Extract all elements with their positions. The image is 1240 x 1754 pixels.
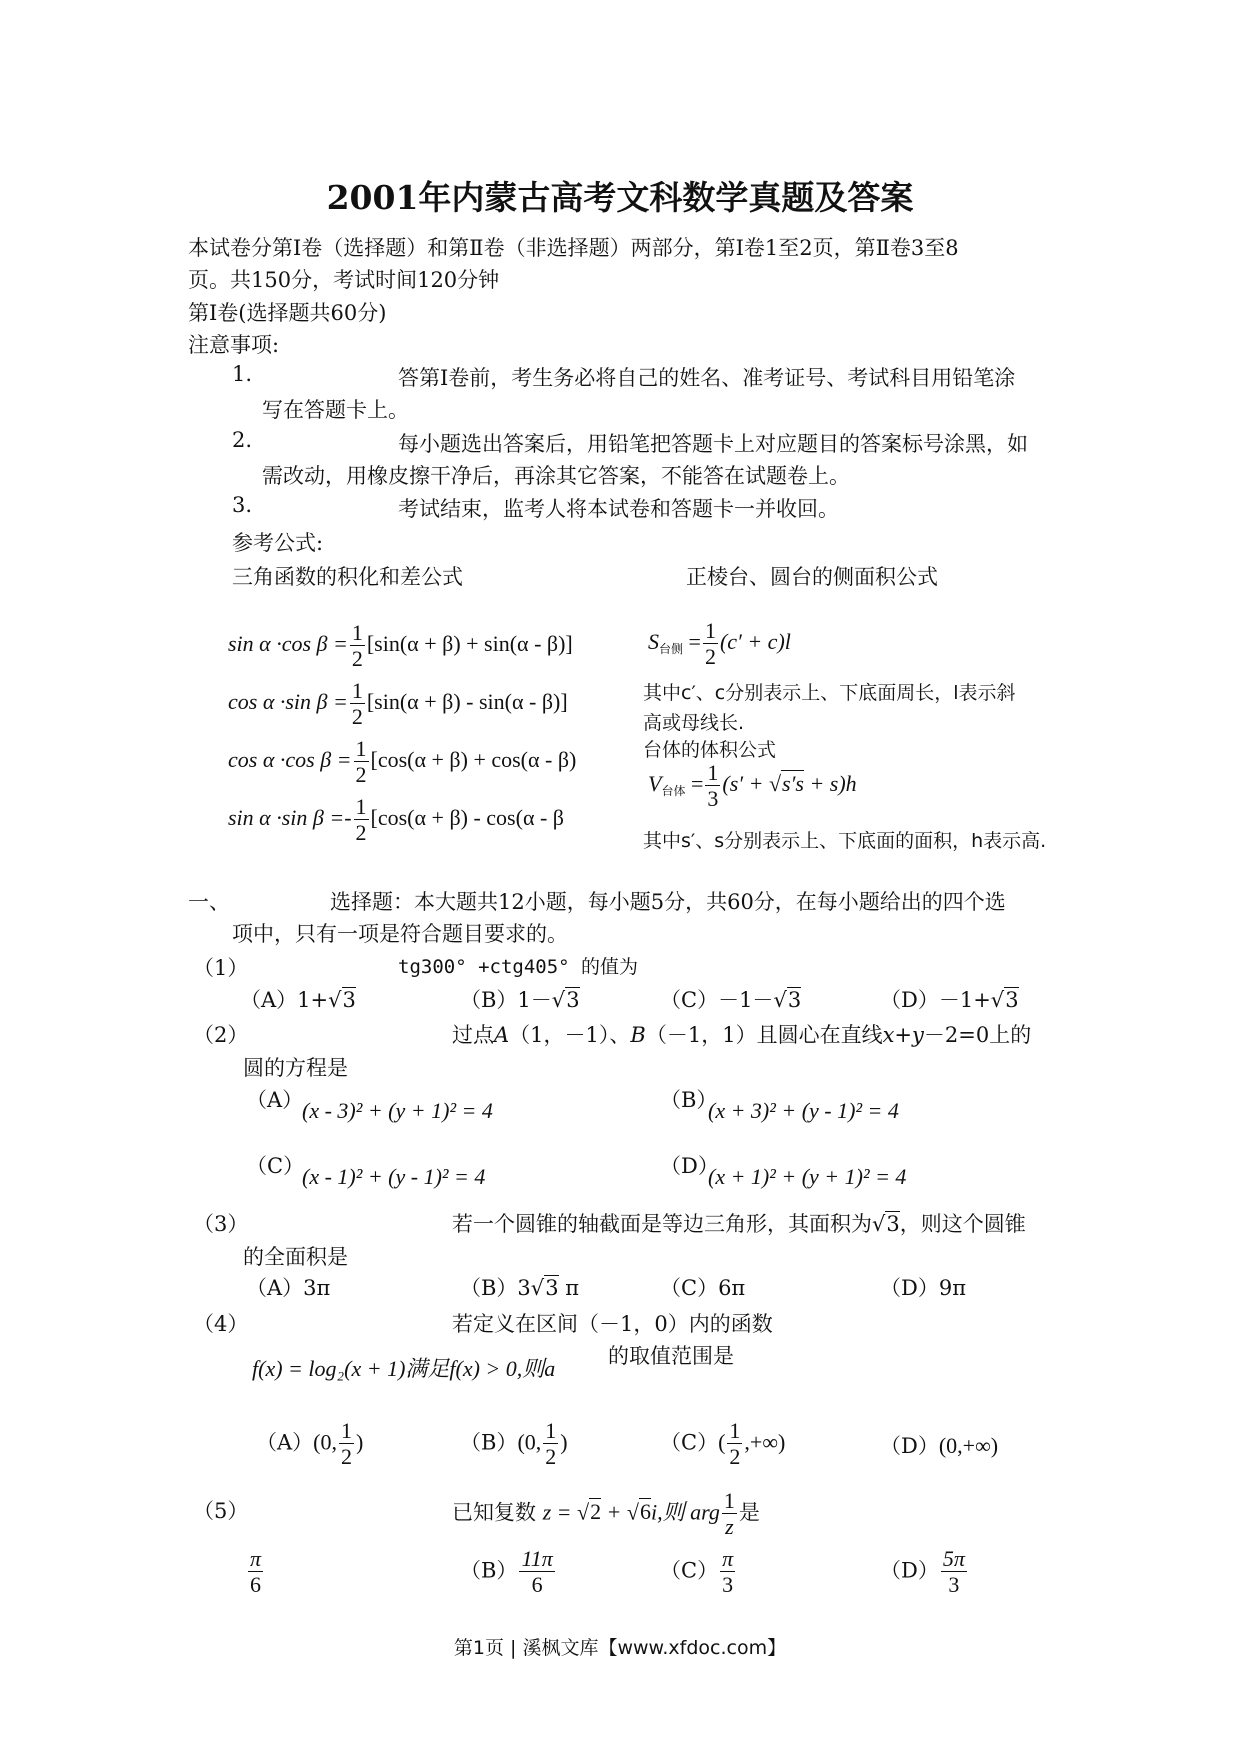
- q2-option-a: (x - 3)² + (y + 1)² = 4: [302, 1098, 493, 1123]
- q4-option-a: （A）(0, $\frac{1}{2}$ ): [256, 1418, 364, 1470]
- q4-expression: f(x) = log₂(x + 1)满足f(x) > 0,则a: [252, 1356, 556, 1381]
- trig-formula-2: cos α ·sin β = $\frac{1}{2}$ [sin(α + β) - sin(α - β)]: [228, 678, 568, 730]
- note-2-text-cont: 需改动，用橡皮擦干净后，再涂其它答案，不能答在试题卷上。: [262, 464, 850, 488]
- q4-option-d: （D）(0,+∞): [880, 1433, 999, 1458]
- note-2-number: 2.: [232, 428, 253, 452]
- frustum-area-formula: $S_{台侧}$ = $\frac{1}{2}$ (c′ + c)l: [648, 618, 791, 670]
- note-3-number: 3.: [232, 493, 253, 517]
- q1-number: （1）: [193, 956, 249, 980]
- q2-number: （2）: [193, 1023, 249, 1047]
- q4-option-b: （B）(0, $\frac{1}{2}$ ): [460, 1418, 568, 1470]
- trig-formula-4: sin α ·sin β =- $\frac{1}{2}$ [cos(α + β) - cos(α - β: [228, 794, 564, 846]
- volume-desc: 其中s′、s分别表示上、下底面的面积，h表示高.: [643, 830, 1047, 852]
- frustum-formula-heading: 正棱台、圆台的侧面积公式: [686, 565, 938, 589]
- frustum-area-desc-2: 高或母线长.: [643, 712, 745, 734]
- q2-option-c: (x - 1)² + (y - 1)² = 4: [302, 1164, 486, 1189]
- q2-option-c-label: （C）: [246, 1154, 305, 1178]
- q4-stem-cont: 的取值范围是: [608, 1344, 734, 1368]
- section-1-label: 一、: [188, 890, 230, 914]
- q5-option-a: $\frac{\pi}{6}$: [250, 1546, 262, 1598]
- intro-line-1: 本试卷分第Ⅰ卷（选择题）和第Ⅱ卷（非选择题）两部分，第Ⅰ卷1至2页，第Ⅱ卷3至8: [188, 236, 959, 260]
- q5-number: （5）: [193, 1499, 249, 1523]
- q2-stem: 过点A（1，－1）、B（－1，1）且圆心在直线x+y－2=0上的: [452, 1023, 1032, 1047]
- trig-formula-heading: 三角函数的积化和差公式: [232, 565, 463, 589]
- trig-formulas: [228, 620, 628, 850]
- q3-option-a: （A）3π: [246, 1276, 331, 1300]
- note-1-text-cont: 写在答题卡上。: [262, 398, 409, 422]
- q4-option-c: （C）( $\frac{1}{2}$ ,+∞): [660, 1418, 786, 1470]
- q3-option-b: （B）3√3 π: [460, 1276, 580, 1300]
- section-1-text-cont: 项中，只有一项是符合题目要求的。: [232, 922, 568, 946]
- page-title: 2001年内蒙古高考文科数学真题及答案: [326, 178, 914, 217]
- part1-heading: 第Ⅰ卷(选择题共60分): [188, 301, 387, 325]
- q2-option-b: (x + 3)² + (y - 1)² = 4: [708, 1098, 899, 1123]
- note-1-text: 答第Ⅰ卷前，考生务必将自己的姓名、准考证号、考试科目用铅笔涂: [398, 366, 1016, 390]
- note-3-text: 考试结束，监考人将本试卷和答题卡一并收回。: [398, 497, 839, 521]
- q1-option-c: （C）－1－√3: [660, 988, 802, 1012]
- q1-stem: tg300° +ctg405° 的值为: [398, 956, 639, 978]
- section-1-text: 选择题：本大题共12小题，每小题5分，共60分，在每小题给出的四个选: [330, 890, 1006, 914]
- q3-option-c: （C）6π: [660, 1276, 746, 1300]
- q3-stem-cont: 的全面积是: [243, 1245, 348, 1269]
- q2-option-a-label: （A）: [246, 1088, 304, 1112]
- q4-number: （4）: [193, 1312, 249, 1336]
- q3-stem: 若一个圆锥的轴截面是等边三角形，其面积为√3，则这个圆锥: [452, 1212, 1026, 1236]
- trig-formula-3: cos α ·cos β = $\frac{1}{2}$ [cos(α + β) + cos(α - β): [228, 736, 577, 788]
- q2-option-d-label: （D）: [660, 1154, 719, 1178]
- intro-line-2: 页。共150分，考试时间120分钟: [188, 268, 500, 292]
- note-2-text: 每小题选出答案后，用铅笔把答题卡上对应题目的答案标号涂黑，如: [398, 432, 1028, 456]
- q5-option-b: （B） $\frac{11\pi}{6}$: [460, 1546, 553, 1598]
- reference-heading: 参考公式:: [232, 531, 324, 555]
- q4-stem: 若定义在区间（－1，0）内的函数: [452, 1312, 773, 1336]
- q2-option-d: (x + 1)² + (y + 1)² = 4: [708, 1164, 907, 1189]
- q5-option-d: （D） $\frac{5\pi}{3}$: [880, 1546, 965, 1598]
- q1-option-a: （A）1+√3: [240, 988, 356, 1012]
- q1-option-d: （D）－1+√3: [880, 988, 1019, 1012]
- notes-heading: 注意事项:: [188, 333, 280, 357]
- frustum-area-desc-1: 其中c′、c分别表示上、下底面周长，l表示斜: [643, 682, 1016, 704]
- frustum-volume-formula: $V_{台体}$ = $\frac{1}{3}$ (s′ + √s′s + s)h: [648, 760, 857, 812]
- q2-option-b-label: （B）: [660, 1088, 718, 1112]
- trig-formula-1: sin α ·cos β = $\frac{1}{2}$ [sin(α + β) + sin(α - β)]: [228, 620, 573, 672]
- q5-stem: 已知复数 z = √2 + √6i,则 arg $\frac{1}{z}$ 是: [452, 1488, 760, 1540]
- q3-option-d: （D）9π: [880, 1276, 966, 1300]
- q1-option-b: （B）1－√3: [460, 988, 580, 1012]
- volume-heading: 台体的体积公式: [643, 739, 777, 761]
- note-1-number: 1.: [232, 362, 253, 386]
- q3-number: （3）: [193, 1212, 249, 1236]
- q2-stem-cont: 圆的方程是: [243, 1056, 348, 1080]
- page-footer: 第1页 | 溪枫文库【www.xfdoc.com】: [453, 1637, 787, 1659]
- q5-option-c: （C） $\frac{\pi}{3}$: [660, 1546, 734, 1598]
